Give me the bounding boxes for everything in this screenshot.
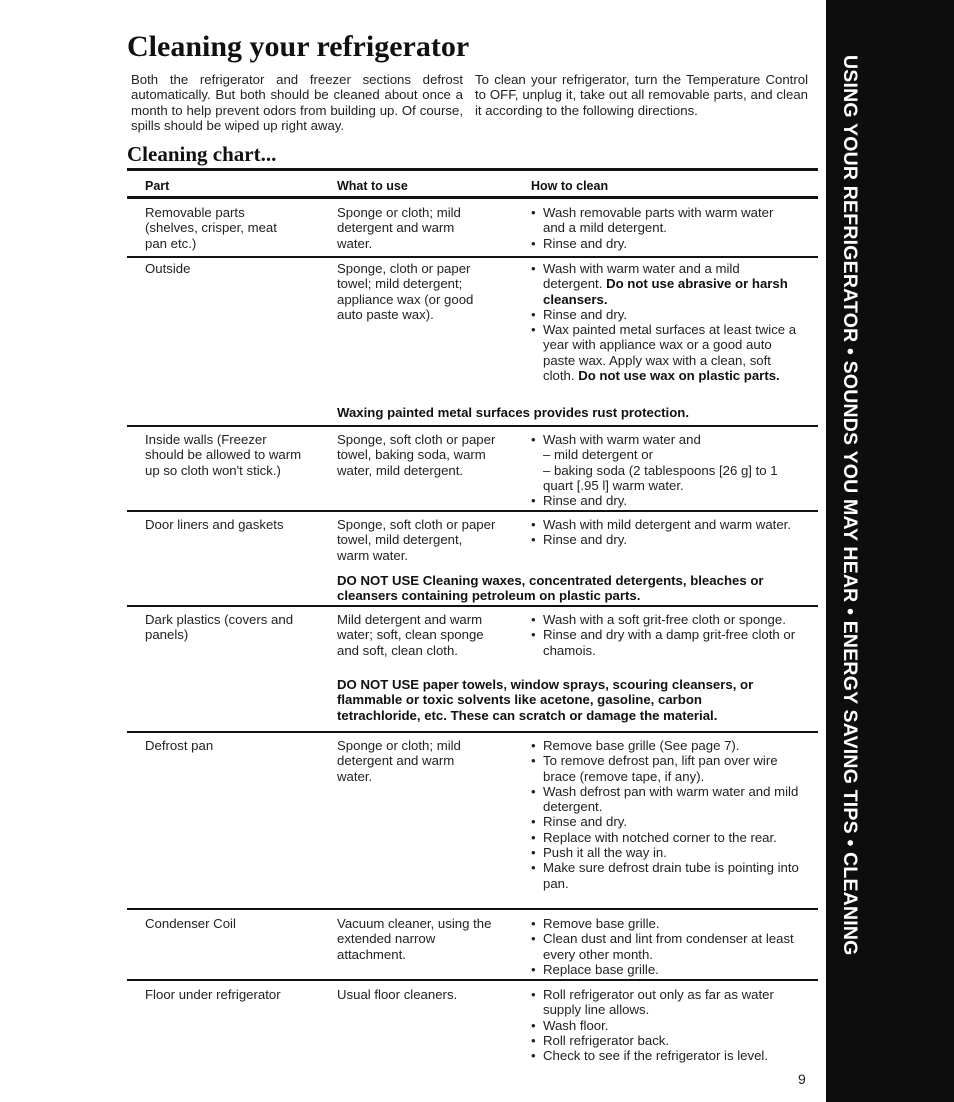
instruction-item: • Remove base grille. [531,916,799,931]
row-divider [127,908,818,910]
instruction-item: • Rinse and dry. [531,814,799,829]
instruction-item: • Rinse and dry. [531,307,799,322]
row-what-to-use: Sponge or cloth; mild detergent and warm water. [337,738,461,784]
row-divider [127,605,818,607]
column-header-what-to-use: What to use [337,179,408,193]
row-how-to-clean [531,517,799,548]
instruction-item: • Wash floor. [531,1018,799,1033]
row-divider [127,731,818,733]
instruction-item: • Check to see if the refrigerator is level. [531,1048,799,1063]
row-how-to-clean [531,738,799,891]
row-part: Condenser Coil [145,916,236,931]
row-how-to-clean [531,612,799,658]
warning-note: Waxing painted metal surfaces provides rust protection. [337,405,689,420]
row-divider [127,510,818,512]
row-part: Removable parts (shelves, crisper, meat pan etc.) [145,205,277,251]
page-title: Cleaning your refrigerator [127,30,470,63]
row-part: Outside [145,261,191,276]
row-what-to-use: Sponge, soft cloth or paper towel, baking soda, warm water, mild detergent. [337,432,496,478]
instruction-subitem: – baking soda (2 tablespoons [26 g] to 1 quart [.95 l] warm water. [543,462,778,493]
row-part: Dark plastics (covers and panels) [145,612,294,643]
row-how-to-clean [531,987,799,1063]
page-number: 9 [798,1071,806,1087]
instruction-item: • Remove base grille (See page 7). [531,738,799,753]
instruction-item: • Wash with warm water and a mild detergent. Do not use abrasive or harsh cleansers. [531,261,799,307]
intro-paragraph-right: To clean your refrigerator, turn the Temperature Control to OFF, unplug it, take out all removable parts, and clean it according to the following directions. [475,72,808,118]
row-part: Inside walls (Freezer should be allowed to warm up so cloth won't stick.) [145,432,302,478]
instruction-item: • Rinse and dry. [531,493,799,508]
section-side-tab-label: USING YOUR REFRIGERATOR • SOUNDS YOU MAY HEAR • ENERGY SAVING TIPS • CLEANING [839,55,861,956]
row-what-to-use: Sponge, soft cloth or paper towel, mild detergent, warm water. [337,517,496,563]
instruction-subitem: – mild detergent or [543,447,653,463]
row-what-to-use: Usual floor cleaners. [337,987,458,1002]
row-part: Door liners and gaskets [145,517,284,532]
column-header-part: Part [145,179,170,193]
row-divider [127,425,818,427]
instruction-item: • Wax painted metal surfaces at least twice a year with appliance wax or a good auto paste wax. Apply wax with a clean, soft cloth. Do not use wax on plastic parts. [531,322,799,383]
instruction-item: • Clean dust and lint from condenser at least every other month. [531,931,799,962]
row-how-to-clean [531,261,799,383]
instruction-item: • Roll refrigerator out only as far as water supply line allows. [531,987,799,1018]
instruction-item: • Wash with a soft grit-free cloth or sponge. [531,612,799,627]
chart-heading: Cleaning chart... [127,142,277,166]
instruction-item: • Wash with mild detergent and warm water. [531,517,799,532]
instruction-item: • Wash removable parts with warm water and a mild detergent. [531,205,799,236]
row-what-to-use: Sponge, cloth or paper towel; mild detergent; appliance wax (or good auto paste wax). [337,261,474,322]
row-how-to-clean [531,916,799,977]
instruction-item: • Rinse and dry. [531,236,799,251]
header-bottom-rule [127,196,818,199]
row-what-to-use: Vacuum cleaner, using the extended narrow attachment. [337,916,492,962]
column-header-how-to-clean: How to clean [531,179,609,193]
instruction-item: • Replace base grille. [531,962,799,977]
header-top-rule [127,168,818,171]
intro-paragraph-left: Both the refrigerator and freezer sections defrost automatically. But both should be cleaned about once a month to help prevent odors from building up. Of course, spills should be wiped up right away. [131,72,463,133]
warning-note: DO NOT USE paper towels, window sprays, scouring cleansers, or flammable or toxic solvents like acetone, gasoline, carbon tetrachloride, etc. These can scratch or damage the material. [337,677,754,723]
row-what-to-use: Sponge or cloth; mild detergent and warm water. [337,205,461,251]
row-part: Defrost pan [145,738,214,753]
row-what-to-use: Mild detergent and warm water; soft, clean sponge and soft, clean cloth. [337,612,484,658]
instruction-item: • Push it all the way in. [531,845,799,860]
instruction-item: • To remove defrost pan, lift pan over wire brace (remove tape, if any). [531,753,799,784]
row-part: Floor under refrigerator [145,987,281,1002]
row-divider [127,256,818,258]
row-how-to-clean [531,432,799,508]
instruction-item: • Make sure defrost drain tube is pointing into pan. [531,860,799,891]
instruction-item: • Rinse and dry with a damp grit-free cloth or chamois. [531,627,799,658]
warning-note: DO NOT USE Cleaning waxes, concentrated detergents, bleaches or cleansers containing petroleum on plastic parts. [337,573,764,604]
instruction-item: • Rinse and dry. [531,532,799,547]
row-divider [127,979,818,981]
instruction-item: • Wash defrost pan with warm water and mild detergent. [531,784,799,815]
instruction-item: • Replace with notched corner to the rear. [531,830,799,845]
instruction-item: • Roll refrigerator back. [531,1033,799,1048]
row-how-to-clean [531,205,799,251]
instruction-item: • Wash with warm water and [531,432,799,447]
